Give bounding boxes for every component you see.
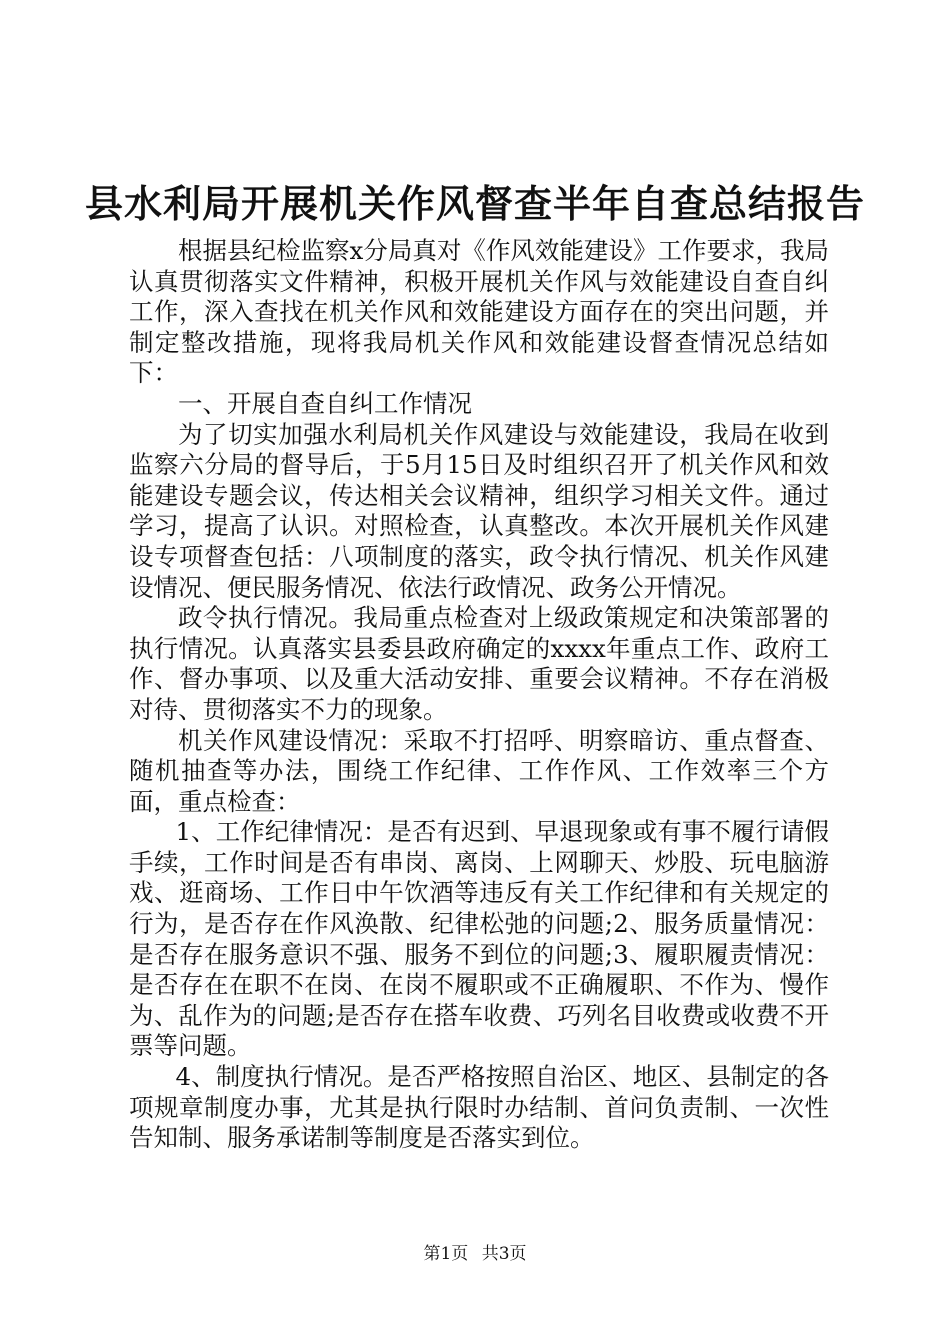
page-number-current: 第1页 (423, 1244, 469, 1264)
document-title: 县水利局开展机关作风督查半年自查总结报告 (84, 181, 865, 226)
paragraph-intro: 根据县纪检监察x分局真对《作风效能建设》工作要求，我局认真贯彻落实文件精神，积极开展机关作风与效能建设自查自纠工作，深入查找在机关作风和效能建设方面存在的突出问题，并制定整改措施，现将我局机关作风和效能建设督查情况总结如下： (129, 236, 829, 388)
paragraph-system-execution: 4、制度执行情况。是否严格按照自治区、地区、县制定的各项规章制度办事，尤其是执行限时办结制、首问负责制、一次性告知制、服务承诺制等制度是否落实到位。 (129, 1062, 829, 1153)
document-body (129, 236, 829, 1154)
page-footer (0, 1242, 950, 1266)
paragraph-policy-execution: 政令执行情况。我局重点检查对上级政策规定和决策部署的执行情况。认真落实县委县政府确定的xxxx年重点工作、政府工作、督办事项、以及重大活动安排、重要会议精神。不存在消极对待、贯彻落实不力的现象。 (129, 603, 829, 724)
paragraph-work-discipline: 1、工作纪律情况：是否有迟到、早退现象或有事不履行请假手续，工作时间是否有串岗、离岗、上网聊天、炒股、玩电脑游戏、逛商场、工作日中午饮酒等违反有关工作纪律和有关规定的行为，是否存在作风涣散、纪律松弛的问题;2、服务质量情况：是否存在服务意识不强、服务不到位的问题;3、履职履责情况：是否存在在职不在岗、在岗不履职或不正确履职、不作为、慢作为、乱作为的问题;是否存在搭车收费、巧列名目收费或收费不开票等问题。 (129, 817, 829, 1061)
paragraph-style-inspection: 机关作风建设情况：采取不打招呼、明察暗访、重点督查、随机抽查等办法，围绕工作纪律、工作作风、工作效率三个方面，重点检查： (129, 725, 829, 816)
section-heading-1: 一、开展自查自纠工作情况 (178, 388, 472, 418)
paragraph-meeting: 为了切实加强水利局机关作风建设与效能建设，我局在收到监察六分局的督导后，于5月15日及时组织召开了机关作风和效能建设专题会议，传达相关会议精神，组织学习相关文件。通过学习，提高了认识。对照检查，认真整改。本次开展机关作风建设专项督查包括：八项制度的落实，政令执行情况、机关作风建设情况、便民服务情况、依法行政情况、政务公开情况。 (129, 419, 829, 602)
page-number-total: 共3页 (481, 1244, 527, 1264)
